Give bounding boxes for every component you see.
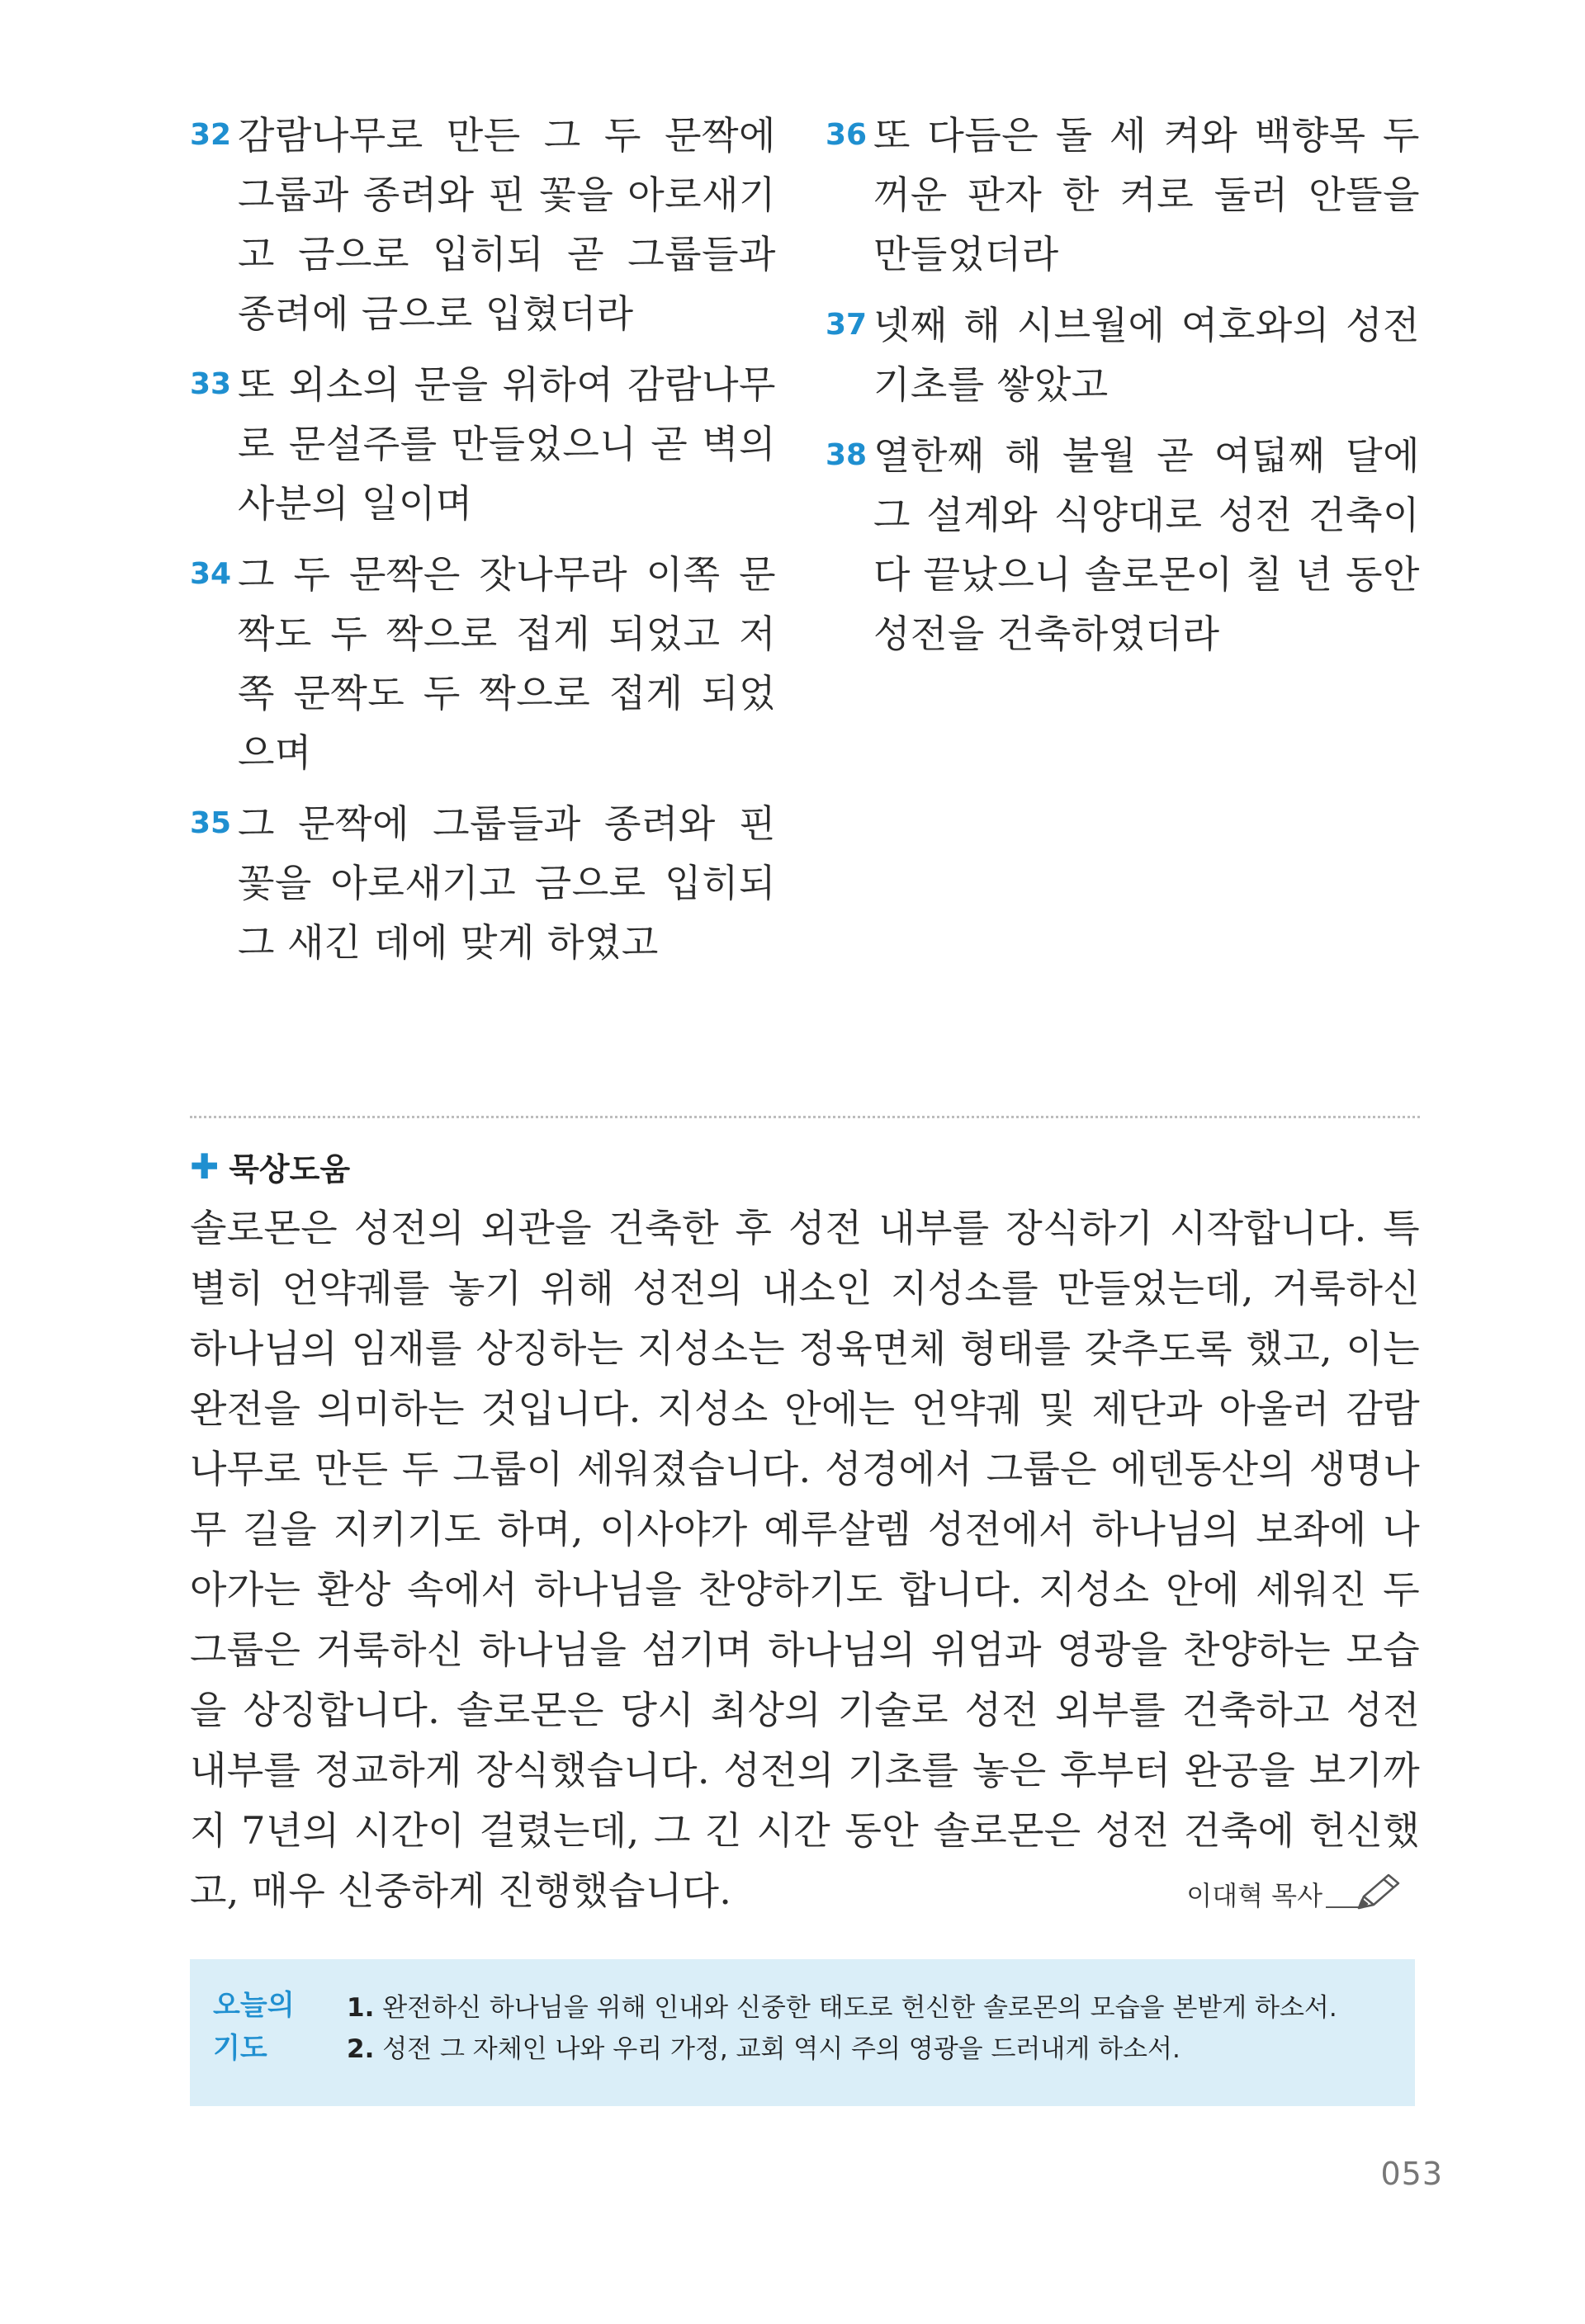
author-name: 이대혁 목사 — [1186, 1880, 1322, 1911]
verse-33 — [190, 355, 776, 533]
verse-text: 넷째 해 시브월에 여호와의 성전 기초를 쌓았고 — [873, 303, 1420, 407]
page-number: 053 — [1380, 2156, 1443, 2192]
prayer-item: 2. 성전 그 자체인 나와 우리 가정, 교회 역시 주의 영광을 드러내게 하소서. — [347, 2034, 1180, 2064]
prayer-item: 1. 완전하신 하나님을 위해 인내와 신중한 태도로 헌신한 솔로몬의 모습을 본받게 하소서. — [347, 1993, 1337, 2023]
verse-text: 그 문짝에 그룹들과 종려와 핀 꽃을 아로새기고 금으로 입히되 그 새긴 데에 맞게 하였고 — [238, 801, 776, 965]
verse-number: 37 — [826, 308, 868, 342]
meditation-heading — [190, 1144, 350, 1189]
verse-number: 36 — [826, 118, 868, 152]
verse-text: 감람나무로 만든 그 두 문짝에 그룹과 종려와 핀 꽃을 아로새기고 금으로 입히되 곧 그룹들과 종려에 금으로 입혔더라 — [238, 113, 776, 336]
verse-number: 38 — [826, 438, 868, 472]
verse-35 — [190, 794, 776, 972]
verse-text: 또 외소의 문을 위하여 감람나무로 문설주를 만들었으니 곧 벽의 사분의 일이며 — [238, 362, 776, 526]
author-signature — [1186, 1872, 1403, 1913]
verse-number: 34 — [190, 557, 232, 591]
prayer-list — [347, 1987, 1403, 2070]
verse-number: 35 — [190, 806, 232, 840]
prayer-label: 오늘의 기도 — [213, 1989, 295, 2065]
verse-34 — [190, 545, 776, 782]
plus-icon: ✚ — [190, 1146, 220, 1187]
verse-number: 32 — [190, 118, 232, 152]
verse-text: 열한째 해 불월 곧 여덟째 달에 그 설계와 식양대로 성전 건축이 다 끝났으니 솔로몬이 칠 년 동안 성전을 건축하였더라 — [873, 433, 1420, 656]
meditation-title: 묵상도움 — [229, 1151, 351, 1188]
verse-number: 33 — [190, 367, 232, 401]
verses-right-column — [826, 106, 1420, 675]
verse-36 — [826, 106, 1420, 284]
todays-prayer-box — [190, 1959, 1415, 2106]
verse-32 — [190, 106, 776, 343]
verse-37 — [826, 295, 1420, 414]
section-divider — [190, 1116, 1420, 1118]
meditation-body: 솔로몬은 성전의 외관을 건축한 후 성전 내부를 장식하기 시작합니다. 특별히 언약궤를 놓기 위해 성전의 내소인 지성소를 만들었는데, 거룩하신 하나님의 임재를 상징하는 지성소는 정육면체 형태를 갖추도록 했고, 이는 완전을 의미하는 것입니다. 지성소 안에는 언약궤 및 제단과 아울러 감람나무로 만든 두 그룹이 세워졌습니다. 성경에서 그룹은 에덴동산의 생명나무 길을 지키기도 하며, 이사야가 예루살렘 성전에서 하나님의 보좌에 나아가는 환상 속에서 하나님을 찬양하기도 합니다. 지성소 안에 세워진 두 그룹은 거룩하신 하나님을 섬기며 하나님의 위엄과 영광을 찬양하는 모습을 상징합니다. 솔로몬은 당시 최상의 기술로 성전 외부를 건축하고 성전 내부를 정교하게 장식했습니다. 성전의 기초를 놓은 후부터 완공을 보기까지 7년의 시간이 걸렸는데, 그 긴 시간 동안 솔로몬은 성전 건축에 헌신했고, 매우 신중하게 진행했습니다. — [190, 1206, 1420, 1913]
verse-text: 또 다듬은 돌 세 켜와 백향목 두꺼운 판자 한 켜로 둘러 안뜰을 만들었더라 — [873, 113, 1420, 276]
verses-left-column — [190, 106, 776, 984]
verse-38 — [826, 426, 1420, 664]
verse-text: 그 두 문짝은 잣나무라 이쪽 문짝도 두 짝으로 접게 되었고 저쪽 문짝도 두 짝으로 접게 되었으며 — [238, 552, 776, 775]
pencil-icon — [1354, 1872, 1403, 1913]
